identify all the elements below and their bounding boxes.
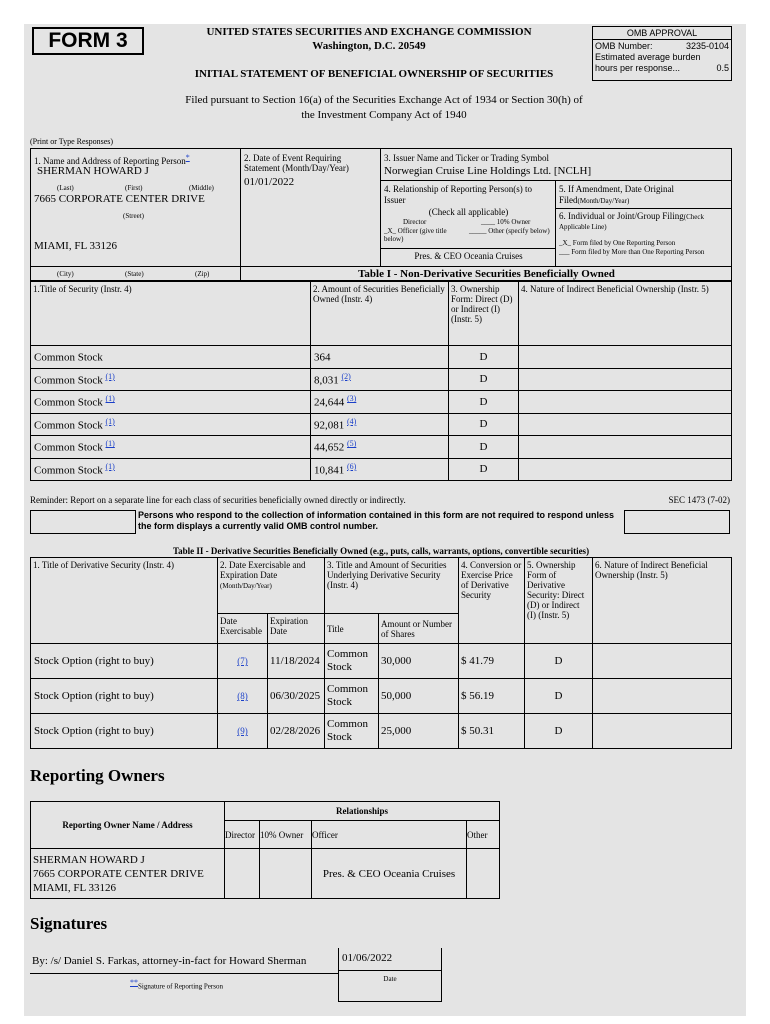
- security-amount: 8,031: [314, 374, 339, 387]
- table1-col2: 2. Amount of Securities Beneficially Owned (Instr. 4): [311, 282, 449, 346]
- box6-label: 6. Individual or Joint/Group Filing: [559, 211, 684, 221]
- expiration-date: 11/18/2024: [268, 644, 325, 679]
- omb-burden: Estimated average burden: [595, 52, 701, 62]
- middle-label: (Middle): [189, 184, 214, 192]
- table1-row: [31, 413, 732, 436]
- table2-sub-title: Title: [325, 614, 379, 644]
- amount-footnote[interactable]: (5): [347, 439, 357, 449]
- derivative-title: Stock Option (right to buy): [31, 714, 218, 749]
- table1: [30, 281, 732, 481]
- table2-sub-amount: Amount or Number of Shares: [379, 614, 459, 644]
- omb-burden-label: hours per response...: [595, 63, 681, 73]
- security-footnote[interactable]: (1): [105, 371, 115, 381]
- table2-col1: 1. Title of Derivative Security (Instr. 4): [31, 558, 218, 644]
- table1-title: Table I - Non-Derivative Securities Beneficially Owned: [358, 268, 615, 280]
- owners-col-10pct: 10% Owner: [260, 821, 312, 849]
- statement-title: INITIAL STATEMENT OF BENEFICIAL OWNERSHIP OF SECURITIES: [194, 68, 554, 80]
- box5-small: (Month/Day/Year): [577, 197, 630, 205]
- table1-row: [31, 391, 732, 414]
- owners-col-officer: Officer: [312, 821, 467, 849]
- table1-col4: 4. Nature of Indirect Beneficial Ownership (Instr. 5): [519, 282, 732, 346]
- signature-date: 01/06/2022: [342, 952, 393, 964]
- table1-col3: 3. Ownership Form: Direct (D) or Indirect (I) (Instr. 5): [449, 282, 519, 346]
- date-label: Date: [383, 975, 397, 983]
- relationship-10pct-owner[interactable]: ____ 10% Owner: [481, 218, 531, 226]
- derivative-ownership-form: D: [525, 714, 593, 749]
- exercisable-footnote[interactable]: (7): [237, 656, 248, 666]
- underlying-title: Common Stock: [325, 714, 379, 749]
- signature-block: [30, 948, 442, 1002]
- signature-by: By: /s/ Daniel S. Farkas, attorney-in-fact for Howard Sherman: [32, 955, 307, 967]
- owners-col-director: Director: [225, 821, 260, 849]
- owners-col-other: Other: [467, 821, 500, 849]
- security-title: Common Stock: [34, 397, 103, 410]
- underlying-shares: 30,000: [379, 644, 459, 679]
- table1-col1: 1.Title of Security (Instr. 4): [31, 282, 311, 346]
- table2-col5: 5. Ownership Form of Derivative Security: Direct (D) or Indirect (I) (Instr. 5): [525, 558, 593, 644]
- form-page: [24, 24, 746, 1016]
- omb-title: OMB APPROVAL: [593, 27, 731, 40]
- box3-label: 3. Issuer Name and Ticker or Trading Symbol: [384, 153, 549, 163]
- box6-small: (Check Applicable Line): [559, 213, 704, 231]
- owner-city: MIAMI, FL 33126: [33, 881, 117, 894]
- reminder-text: Reminder: Report on a separate line for each class of securities beneficially owned directly or indirectly.: [30, 495, 406, 505]
- filing-option-more[interactable]: ___ Form filed by More than One Reporting Person: [559, 248, 705, 256]
- ownership-form: D: [449, 346, 519, 369]
- table2-sub-date-ex: Date Exercisable: [218, 614, 268, 644]
- form-label: FORM 3: [32, 27, 144, 55]
- agency-location: Washington, D.C. 20549: [312, 40, 426, 52]
- security-footnote[interactable]: (1): [105, 394, 115, 404]
- table1-row: [31, 346, 732, 369]
- signature-label: Signature of Reporting Person: [138, 982, 223, 991]
- event-date: 01/01/2022: [244, 176, 295, 188]
- table2-row: [31, 679, 732, 714]
- owners-relationships: Relationships: [225, 802, 500, 821]
- table2-row: [31, 714, 732, 749]
- security-title: Common Stock: [34, 352, 103, 365]
- relationship-director[interactable]: Director: [403, 218, 427, 226]
- table2-row: [31, 644, 732, 679]
- security-amount: 24,644: [314, 397, 345, 410]
- security-footnote[interactable]: (1): [105, 439, 115, 449]
- ownership-form: D: [449, 413, 519, 436]
- ownership-form: D: [449, 368, 519, 391]
- first-label: (First): [125, 184, 143, 192]
- amount-footnote[interactable]: (6): [347, 461, 357, 471]
- owner-street: 7665 CORPORATE CENTER DRIVE: [33, 867, 204, 880]
- amount-footnote[interactable]: (3): [347, 394, 357, 404]
- box2-label: 2. Date of Event Requiring Statement (Month/Day/Year): [244, 153, 349, 173]
- reporting-info-grid: [30, 148, 732, 281]
- underlying-shares: 50,000: [379, 679, 459, 714]
- security-amount: 10,841: [314, 464, 345, 477]
- box4-label: 4. Relationship of Reporting Person(s) to Issuer: [384, 184, 532, 205]
- ownership-form: D: [449, 391, 519, 414]
- amount-footnote[interactable]: (4): [347, 416, 357, 426]
- sec-code: SEC 1473 (7-02): [668, 495, 730, 505]
- filed-pursuant: Filed pursuant to Section 16(a) of the Securities Exchange Act of 1934 or Section 30(h) of: [185, 94, 583, 106]
- derivative-ownership-form: D: [525, 644, 593, 679]
- table1-row: [31, 436, 732, 459]
- reporting-owners-heading: Reporting Owners: [30, 766, 165, 785]
- table2-sub-exp: Expiration Date: [268, 614, 325, 644]
- derivative-title: Stock Option (right to buy): [31, 679, 218, 714]
- owners-col-name: Reporting Owner Name / Address: [31, 802, 225, 849]
- security-title: Common Stock: [34, 442, 103, 455]
- security-title: Common Stock: [34, 419, 103, 432]
- zip-label: (Zip): [195, 270, 210, 278]
- expiration-date: 02/28/2026: [268, 714, 325, 749]
- agency-name: UNITED STATES SECURITIES AND EXCHANGE COMMISSION: [206, 26, 532, 38]
- reporting-person-footnote[interactable]: *: [185, 153, 190, 162]
- amount-footnote[interactable]: (2): [341, 371, 351, 381]
- underlying-title: Common Stock: [325, 644, 379, 679]
- table2: [30, 557, 732, 749]
- security-title: Common Stock: [34, 374, 103, 387]
- ownership-form: D: [449, 436, 519, 459]
- table2-col6: 6. Nature of Indirect Beneficial Ownership (Instr. 5): [593, 558, 732, 644]
- box1-label: 1. Name and Address of Reporting Person: [34, 156, 186, 166]
- derivative-ownership-form: D: [525, 679, 593, 714]
- table2-title: Table II - Derivative Securities Beneficially Owned (e.g., puts, calls, warrants, options, convertible securities): [172, 546, 590, 556]
- owner-officer-title: Pres. & CEO Oceania Cruises: [312, 849, 467, 899]
- officer-title: Pres. & CEO Oceania Cruises: [381, 248, 556, 261]
- print-note: (Print or Type Responses): [30, 137, 114, 146]
- filed-pursuant-2: the Investment Company Act of 1940: [301, 109, 467, 121]
- check-all-label: (Check all applicable): [428, 207, 509, 217]
- exercise-price: $ 50.31: [459, 714, 525, 749]
- persons-notice: Persons who respond to the collection of information contained in this form are not required to respond unless the form displays a currently valid OMB control number.: [138, 510, 615, 531]
- table2-col3: 3. Title and Amount of Securities Underlying Derivative Security (Instr. 4): [325, 558, 459, 614]
- reporting-person-name: SHERMAN HOWARD J: [37, 165, 149, 177]
- table2-col4: 4. Conversion or Exercise Price of Derivative Security: [459, 558, 525, 644]
- underlying-title: Common Stock: [325, 679, 379, 714]
- exercise-price: $ 41.79: [459, 644, 525, 679]
- city-label: (City): [57, 270, 74, 278]
- city-state-zip: MIAMI, FL 33126: [34, 240, 118, 252]
- street-label: (Street): [123, 212, 144, 220]
- security-footnote[interactable]: (1): [105, 416, 115, 426]
- security-footnote[interactable]: (1): [105, 461, 115, 471]
- omb-approval-box: [592, 26, 732, 81]
- owner-name: SHERMAN HOWARD J: [33, 853, 145, 866]
- street-address: 7665 CORPORATE CENTER DRIVE: [34, 193, 205, 205]
- signatures-heading: Signatures: [30, 914, 108, 933]
- expiration-date: 06/30/2025: [268, 679, 325, 714]
- exercisable-footnote[interactable]: (8): [237, 691, 248, 701]
- relationship-officer[interactable]: _X_ Officer (give title below): [384, 227, 447, 243]
- omb-number-label: OMB Number:: [595, 41, 653, 51]
- derivative-title: Stock Option (right to buy): [31, 644, 218, 679]
- security-amount: 44,652: [314, 442, 345, 455]
- omb-burden-value: 0.5: [716, 63, 729, 73]
- relationship-other[interactable]: _____ Other (specify below): [469, 227, 550, 235]
- exercise-price: $ 56.19: [459, 679, 525, 714]
- state-label: (State): [125, 270, 144, 278]
- table1-row: [31, 458, 732, 481]
- box5-label: 5. If Amendment, Date Original Filed: [559, 184, 674, 205]
- omb-number: 3235-0104: [685, 41, 729, 51]
- signature-footnote[interactable]: **: [130, 978, 138, 987]
- issuer-name: Norwegian Cruise Line Holdings Ltd. [NCLH]: [384, 165, 592, 177]
- table2-col2-small: (Month/Day/Year): [220, 582, 272, 590]
- persons-notice-block: [30, 510, 732, 535]
- reporting-owners-table: [30, 801, 500, 899]
- underlying-shares: 25,000: [379, 714, 459, 749]
- security-amount: 92,081: [314, 419, 345, 432]
- security-amount: 364: [314, 352, 331, 365]
- table2-col2: 2. Date Exercisable and Expiration Date: [220, 560, 306, 580]
- security-title: Common Stock: [34, 464, 103, 477]
- ownership-form: D: [449, 458, 519, 481]
- filing-option-one[interactable]: _X_ Form filed by One Reporting Person: [559, 239, 676, 247]
- exercisable-footnote[interactable]: (9): [237, 726, 248, 736]
- last-label: (Last): [57, 184, 74, 192]
- table1-row: [31, 368, 732, 391]
